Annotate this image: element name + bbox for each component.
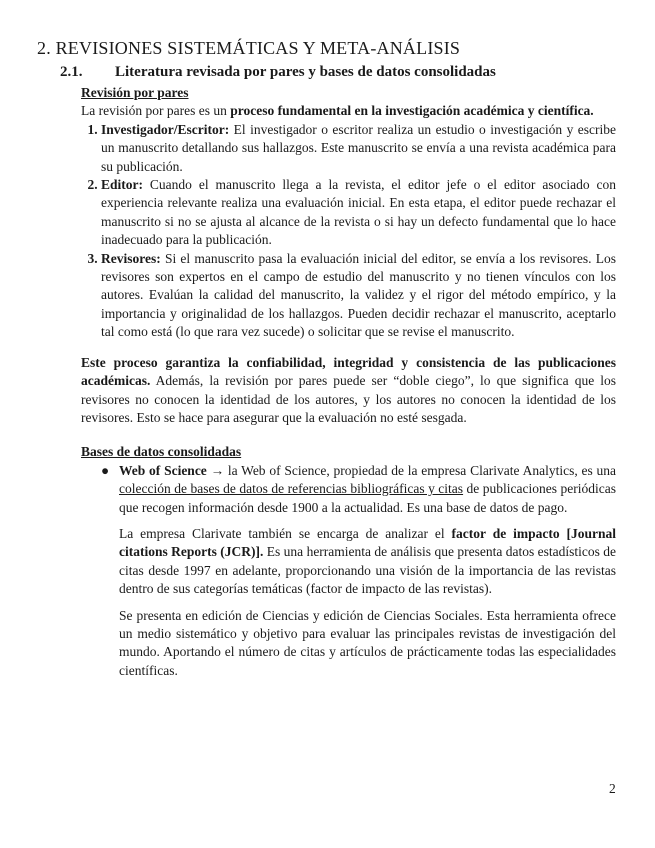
step-label: Investigador/Escritor: xyxy=(101,121,230,137)
subsection-number: 2.1. xyxy=(60,64,83,80)
list-item: ● Web of Science → la Web of Science, propiedad de la empresa Clarivate Analytics, es una colección de bases de datos de referencias bibliográficas y citas de publicaciones periódicas que recogen información desde 1900 a la actualidad. Es una base de datos de pago. xyxy=(101,462,616,515)
wos-label: Web of Science xyxy=(119,462,207,478)
jcr-paragraph: La empresa Clarivate también se encarga de analizar el factor de impacto [Journal citations Reports (JCR)]. Es una herramienta de análisis que presenta datos estadísticos de citas desde 1997 en adelante, proporcionando una visión de la importancia de las revistas dentro de sus categorías temáticas (factor de impacto de las revistas). xyxy=(119,525,617,597)
peer-review-steps xyxy=(81,121,616,342)
body-content xyxy=(81,84,616,680)
databases-list xyxy=(81,462,616,517)
step-text: El investigador o escritor realiza un estudio o investigación y escribe un manuscrito detallando sus hallazgos. Este manuscrito se envía a una revista académica para su publicación. xyxy=(101,121,616,174)
arrow-right-icon: → xyxy=(210,462,225,478)
section-title: 2. REVISIONES SISTEMÁTICAS Y META-ANÁLISIS xyxy=(37,38,461,58)
step-label: Editor: xyxy=(101,177,143,193)
list-item xyxy=(101,250,616,342)
databases-heading: Bases de datos consolidadas xyxy=(81,444,242,460)
list-item xyxy=(101,176,616,250)
subsection-title: Literatura revisada por pares y bases de datos consolidadas xyxy=(115,64,496,80)
peer-review-intro: La revisión por pares es un proceso fundamental en la investigación académica y científica. xyxy=(81,103,594,119)
page-number: 2 xyxy=(609,781,616,796)
wos-underlined-phrase: colección de bases de datos de referencias bibliográficas y citas xyxy=(119,481,464,497)
step-text: Si el manuscrito pasa la evaluación inicial del editor, se envía a los revisores. Los revisores son expertos en el campo de estudio del manuscrito y no tienen vínculos con los autores. Evalúan la calidad del manuscrito, la validez y el rigor del método empírico, y la importancia y originalidad de los hallazgos. Pueden decidir rechazar el manuscrito, aceptarlo tal como está (lo que rara vez sucede) o solicitar que se revise el manuscrito. xyxy=(101,250,616,340)
bullet-icon: ● xyxy=(101,462,110,478)
peer-review-heading: Revisión por pares xyxy=(81,85,189,100)
list-item xyxy=(101,121,616,176)
editions-paragraph: Se presenta en edición de Ciencias y edición de Ciencias Sociales. Esta herramienta ofrece un medio sistemático y objetivo para evaluar las principales revistas de investigación del mundo. Aportando el número de citas y artículos de prácticamente todas las especialidades científicas. xyxy=(119,607,616,678)
step-label: Revisores: xyxy=(101,250,161,266)
peer-review-summary: Este proceso garantiza la confiabilidad, integridad y consistencia de las publicaciones académicas. Además, la revisión por pares puede ser “doble ciego”, lo que significa que los revisores no conocen la identidad de los autores, y los autores no conocen la identidad de los revisores. Esto se hace para asegurar que la evaluación no esté sesgada. xyxy=(81,354,616,425)
subsection-heading xyxy=(60,64,496,81)
step-text: Cuando el manuscrito llega a la revista, el editor jefe o el editor asociado con experiencia relevante realiza una evaluación inicial. En esta etapa, el editor puede rechazar el manuscrito si no se ajusta al alcance de la revista o si hay un defecto fundamental que lo hace inadecuado para la publicación. xyxy=(101,177,616,248)
